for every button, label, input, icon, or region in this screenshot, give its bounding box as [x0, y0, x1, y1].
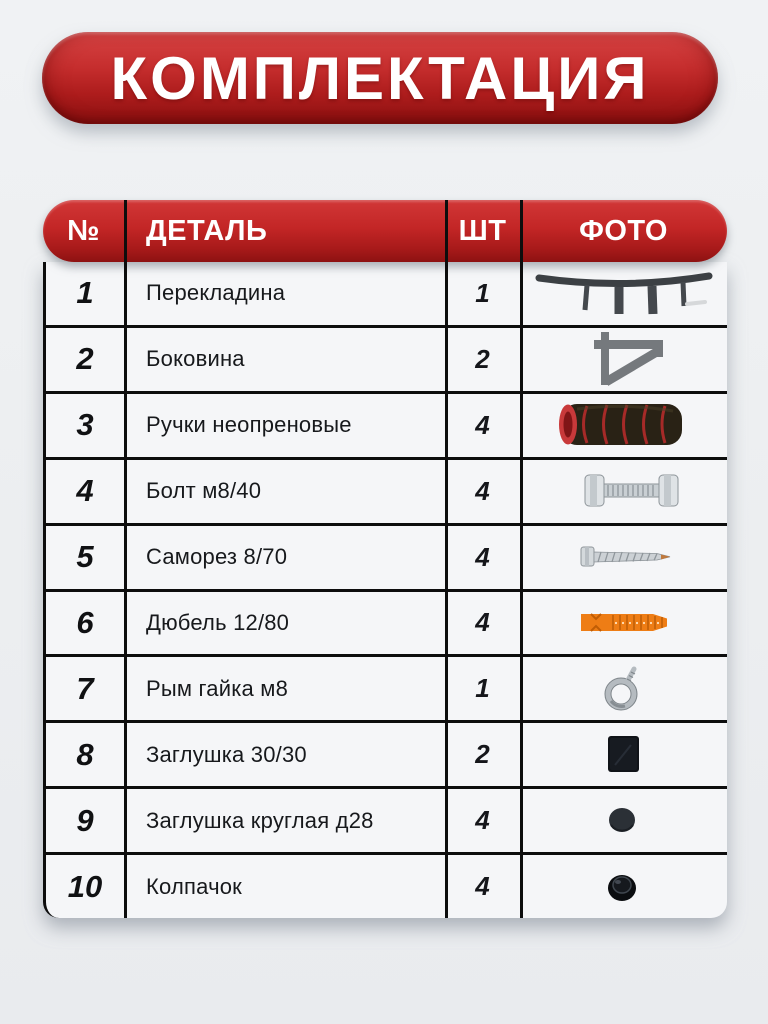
part-name: Болт м8/40 — [146, 478, 262, 504]
part-number: 4 — [76, 473, 94, 509]
part-quantity: 2 — [475, 739, 490, 770]
round-knob-cap-icon — [520, 859, 727, 915]
part-quantity: 4 — [475, 409, 490, 440]
crossbar-icon — [520, 265, 727, 321]
part-quantity: 1 — [475, 277, 490, 308]
part-name: Дюбель 12/80 — [146, 609, 290, 635]
part-quantity: 4 — [475, 805, 490, 836]
part-number: 1 — [76, 275, 94, 311]
side-bracket-icon — [520, 331, 727, 387]
page-title: КОМПЛЕКТАЦИЯ — [110, 44, 650, 112]
col-header-photo: ФОТО — [579, 214, 668, 247]
parts-table — [43, 200, 727, 918]
bolt-icon — [520, 463, 727, 519]
part-name: Перекладина — [146, 280, 286, 306]
screw-icon — [520, 529, 727, 585]
part-quantity: 1 — [475, 673, 490, 704]
title-banner — [42, 32, 718, 124]
part-name: Ручки неопреновые — [146, 412, 352, 438]
part-number: 5 — [76, 539, 94, 575]
column-divider — [520, 200, 523, 918]
part-name: Колпачок — [146, 873, 242, 899]
part-number: 8 — [76, 736, 94, 772]
part-name: Заглушка 30/30 — [146, 741, 307, 767]
part-quantity: 4 — [475, 541, 490, 572]
part-number: 3 — [76, 407, 94, 443]
round-cap-icon — [520, 793, 727, 849]
part-number: 9 — [76, 802, 94, 838]
part-quantity: 4 — [475, 475, 490, 506]
part-name: Заглушка круглая д28 — [146, 807, 374, 833]
part-name: Рым гайка м8 — [146, 675, 289, 701]
part-number: 10 — [67, 868, 103, 904]
part-number: 2 — [76, 341, 94, 377]
square-cap-icon — [520, 727, 727, 783]
part-quantity: 2 — [475, 343, 490, 374]
table-row — [46, 523, 727, 589]
table-row — [46, 325, 727, 391]
table-row — [46, 589, 727, 655]
table-row — [46, 852, 727, 918]
dowel-icon — [520, 595, 727, 651]
part-quantity: 4 — [475, 607, 490, 638]
table-body — [43, 262, 727, 918]
table-row — [46, 262, 727, 325]
part-name: Саморез 8/70 — [146, 544, 288, 570]
part-number: 7 — [76, 670, 94, 706]
part-quantity: 4 — [475, 871, 490, 902]
table-header-row — [43, 200, 727, 262]
table-row — [46, 654, 727, 720]
part-number: 6 — [76, 604, 94, 640]
part-name: Боковина — [146, 346, 245, 372]
table-row — [46, 391, 727, 457]
col-header-part: ДЕТАЛЬ — [146, 214, 268, 247]
column-divider — [445, 200, 448, 918]
column-divider — [124, 200, 127, 918]
table-row — [46, 457, 727, 523]
neoprene-grip-icon — [520, 397, 727, 453]
col-header-quantity: ШТ — [458, 214, 507, 247]
col-header-number: № — [67, 214, 100, 247]
table-row — [46, 786, 727, 852]
eye-nut-icon — [520, 661, 727, 717]
table-row — [46, 720, 727, 786]
